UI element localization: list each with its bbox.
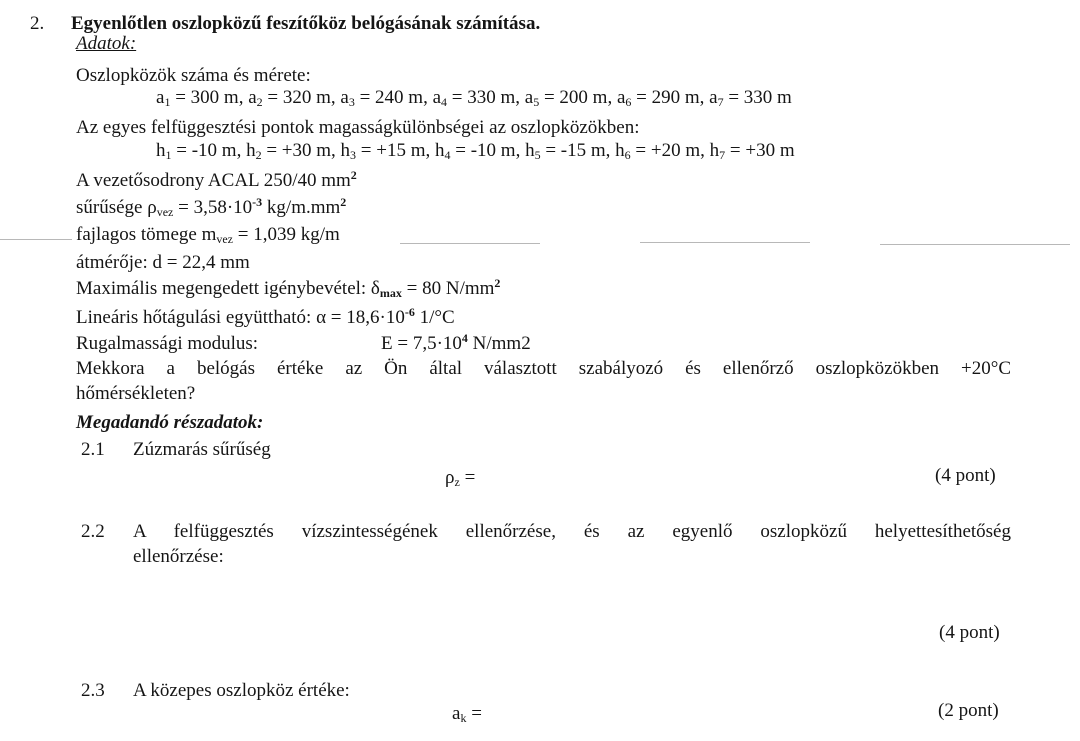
formula-a-k	[452, 704, 482, 724]
span-value: $a_6 = 290$ m,	[616, 87, 710, 109]
span-value-symbol: a	[616, 87, 626, 108]
height-value-value: = -10 m	[171, 140, 237, 161]
span-value-value: = 200 m	[539, 87, 608, 108]
height-value-symbol: h	[246, 140, 256, 161]
height-value-symbol: h	[709, 140, 720, 161]
subtask-text-line-1: A felfüggesztés vízszintességének ellenőrzése, és az egyenlő oszlopközű helyettesíthetőség	[133, 521, 1011, 542]
density-val: = 3,58·10	[173, 197, 253, 218]
height-value-index: 4	[444, 148, 451, 162]
diameter-line: átmérője: d = 22,4 mm	[76, 252, 250, 273]
formula-symbol: ρ	[445, 467, 455, 488]
subtask-text-line-2: ellenőrzése:	[133, 546, 224, 567]
density-unit: kg/m.mm	[262, 197, 341, 218]
span-value-symbol: a	[524, 87, 534, 108]
elastic-pre: E = 7,5·10	[381, 333, 462, 354]
scan-line	[400, 243, 540, 244]
data-header: Adatok:	[76, 33, 137, 54]
stress-sub: max	[379, 286, 402, 300]
span-value-value: = 330 m	[447, 87, 516, 108]
formula-equals: =	[466, 703, 482, 724]
conductor-line	[76, 168, 357, 191]
density-exp: -3	[252, 195, 263, 209]
span-value: $a_2 = 320$ m,	[248, 87, 341, 109]
subtasks-header: Megadandó részadatok:	[76, 412, 264, 433]
height-value-index: 3	[350, 148, 357, 162]
height-value: $h_2 = +30$ m,	[246, 140, 341, 162]
span-value: $a_1 = 300$ m,	[156, 87, 249, 109]
span-value-symbol: a	[432, 87, 441, 108]
thermal-pre: Lineáris hőtágulási együttható: α = 18,6·10	[76, 307, 405, 328]
scan-line	[640, 242, 810, 243]
height-value-index: 2	[255, 148, 262, 162]
height-value-value: = +15 m	[356, 140, 426, 161]
subtask-text: A közepes oszlopköz értéke:	[133, 680, 350, 701]
formula-subscript: z	[454, 475, 460, 489]
span-value: $a_5 = 200$ m,	[524, 87, 617, 109]
height-value-symbol: h	[156, 140, 166, 161]
subtask-points: (4 pont)	[935, 465, 996, 486]
height-value-index: 6	[624, 148, 631, 162]
scan-line	[880, 244, 1070, 245]
height-value-index: 1	[165, 148, 172, 162]
subtask-points: (2 pont)	[938, 700, 999, 721]
spans-values	[156, 88, 792, 108]
elastic-label: Rugalmassági modulus:	[76, 333, 259, 354]
thermal-line	[76, 305, 455, 328]
height-value-symbol: h	[615, 140, 625, 161]
height-value-value: = -15 m	[540, 140, 606, 161]
subtask-number: 2.1	[81, 439, 105, 460]
formula-equals: =	[459, 467, 476, 488]
elastic-value	[381, 331, 531, 354]
span-value-index: 6	[625, 95, 632, 109]
conductor-sup: 2	[350, 168, 357, 182]
height-value-value: = +20 m	[630, 140, 701, 161]
heights-label: Az egyes felfüggesztési pontok magasságkülönbségei az oszlopközökben:	[76, 117, 640, 138]
subtask-text: Zúzmarás sűrűség	[133, 439, 271, 460]
heights-values	[156, 141, 795, 161]
formula-symbol: a	[452, 703, 461, 724]
span-value-symbol: a	[156, 87, 165, 108]
scan-line	[0, 239, 72, 240]
mass-sub: vez	[216, 232, 234, 246]
stress-sup: 2	[494, 276, 501, 290]
density-unit-sup: 2	[340, 195, 347, 209]
subtask-points: (4 pont)	[939, 622, 1000, 643]
subtask-number: 2.3	[81, 680, 105, 701]
height-value-symbol: h	[340, 140, 351, 161]
span-value-index: 2	[256, 95, 263, 109]
stress-pre: Maximális megengedett igénybevétel: δ	[76, 278, 380, 299]
height-value: $h_1 = -10$ m,	[156, 140, 247, 162]
stress-line	[76, 276, 501, 300]
span-value-symbol: a	[709, 87, 718, 108]
height-value-value: = -10 m	[450, 140, 516, 161]
span-value-symbol: a	[340, 87, 349, 108]
height-value-index: 7	[719, 148, 726, 162]
height-value-value: = +30 m	[261, 140, 332, 161]
spans-label: Oszlopközök száma és mérete:	[76, 65, 311, 86]
span-value: $a_4 = 330$ m,	[432, 87, 525, 109]
problem-number: 2.	[30, 13, 45, 34]
mass-line	[76, 225, 340, 245]
elastic-unit: N/mm2	[467, 333, 531, 354]
formula-rho-z	[445, 468, 475, 488]
thermal-unit: 1/°C	[414, 307, 455, 328]
subtask-number: 2.2	[81, 521, 105, 542]
mass-val: = 1,039 kg/m	[233, 224, 340, 245]
height-value	[710, 140, 795, 161]
height-value: $h_5 = -15$ m,	[525, 140, 616, 162]
span-value-index: 3	[348, 95, 355, 109]
height-value-symbol: h	[435, 140, 445, 161]
span-value-index: 4	[441, 95, 447, 109]
span-value-value: = 290 m	[631, 87, 700, 108]
span-value-value: = 320 m	[262, 87, 331, 108]
mass-pre: fajlagos tömege m	[76, 224, 217, 245]
span-value: $a_3 = 240$ m,	[340, 87, 433, 109]
elastic-exp: 4	[461, 331, 468, 345]
stress-val: = 80 N/mm	[401, 278, 495, 299]
span-value-value: = 300 m	[170, 87, 239, 108]
height-value-index: 5	[534, 148, 541, 162]
height-value-value: = +30 m	[725, 140, 795, 161]
span-value-index: 5	[533, 95, 540, 109]
span-value-value: = 240 m	[354, 87, 424, 108]
question-line-2: hőmérsékleten?	[76, 383, 196, 404]
height-value: $h_3 = +15$ m,	[340, 140, 436, 162]
formula-subscript: k	[460, 711, 467, 725]
height-value-symbol: h	[525, 140, 535, 161]
span-value-index: 1	[164, 95, 171, 109]
span-value-symbol: a	[248, 87, 257, 108]
conductor-text: A vezetősodrony ACAL 250/40 mm	[76, 170, 351, 191]
density-line	[76, 195, 347, 219]
span-value	[709, 87, 792, 108]
height-value: $h_6 = +20$ m,	[615, 140, 710, 162]
thermal-exp: -6	[404, 305, 415, 319]
span-value-index: 7	[717, 95, 724, 109]
density-sub: vez	[156, 205, 174, 219]
question-line-1: Mekkora a belógás értéke az Ön által választott szabályozó és ellenőrző oszlopközökben +20°C	[76, 358, 1011, 379]
span-value-value: = 330 m	[723, 87, 792, 108]
height-value: $h_4 = -10$ m,	[435, 140, 526, 162]
density-pre: sűrűsége ρ	[76, 197, 157, 218]
problem-title: Egyenlőtlen oszlopközű feszítőköz belógásának számítása.	[71, 13, 541, 34]
